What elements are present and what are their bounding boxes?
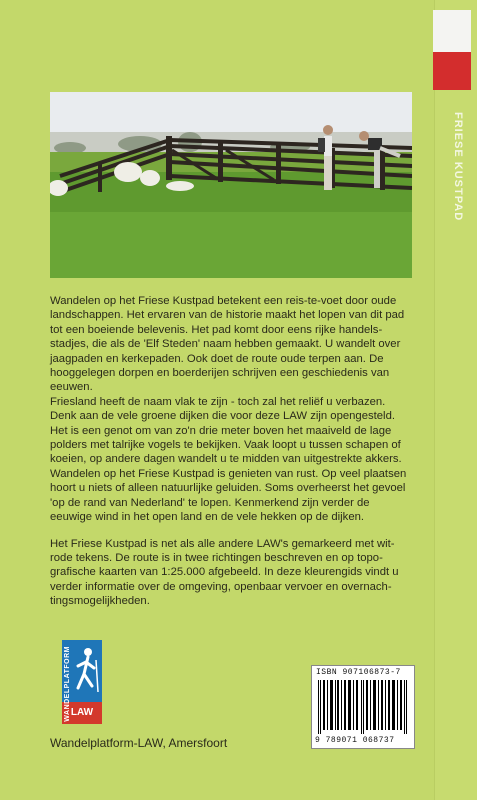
spine xyxy=(434,0,477,800)
blurb xyxy=(50,294,414,621)
law-logo xyxy=(62,640,102,728)
barcode xyxy=(311,665,415,749)
walker-icon: WANDELPLATFORM xyxy=(62,640,102,702)
isbn-number: ISBN 907106873-7 xyxy=(316,668,401,677)
publisher-name: Wandelplatform-LAW, Amersfoort xyxy=(50,736,228,750)
cover-photo xyxy=(50,92,412,278)
blurb-paragraph-1: Wandelen op het Friese Kustpad betekent een reis-te-voet door oude landschappen. Het ervaren van de historie maakt het lopen van dit pad tot een boeiende belevenis. Het pad komt door eens rijke handels-stadjes, die als de 'Elf Steden' naam hebben gemaakt. U wandelt over jaagpaden en kerkepaden. Ook doet de route oude terpen aan. De hooggelegen dorpen en boerderijen schrijven een geschiedenis van eeuwen. Friesland heeft de naam vlak te zijn - toch zal het reliëf u verbazen. Denk aan de vele groene dijken die voor deze LAW zijn opengesteld. Het is een genot om van zo'n drie meter boven het maaiveld de lage polders met talrijke vogels te bekijken. Vaak loopt u tussen schapen of koeien, op andere dagen wandelt u te midden van uitgestrekte akkers. Wandelen op het Friese Kustpad is genieten van rust. Op veel plaatsen hoort u niets of alleen natuurlijke geluiden. Soms overheerst het gevoel 'op de rand van Nederland' te lopen. Kenmerkend zijn verder de eeuwige wind in het open land en de vele hekken op de dijken. xyxy=(50,295,407,524)
barcode-bars xyxy=(318,680,408,734)
flag-white-band xyxy=(433,10,471,52)
ean-number: 9 789071 068737 xyxy=(315,736,395,745)
flag-red-band xyxy=(433,52,471,90)
spine-title: FRIESE KUSTPAD xyxy=(452,112,464,222)
blurb-paragraph-2: Het Friese Kustpad is net als alle andere LAW's gemarkeerd met wit-rode tekens. De route is in twee richtingen beschreven en op topo-grafische kaarten van 1:25.000 afgebeeld. In deze kleurengids vindt u verder informatie over de omgeving, openbaar vervoer en overnach-tingsmogelijkheden. xyxy=(50,537,399,608)
law-badge: LAW xyxy=(62,702,102,724)
